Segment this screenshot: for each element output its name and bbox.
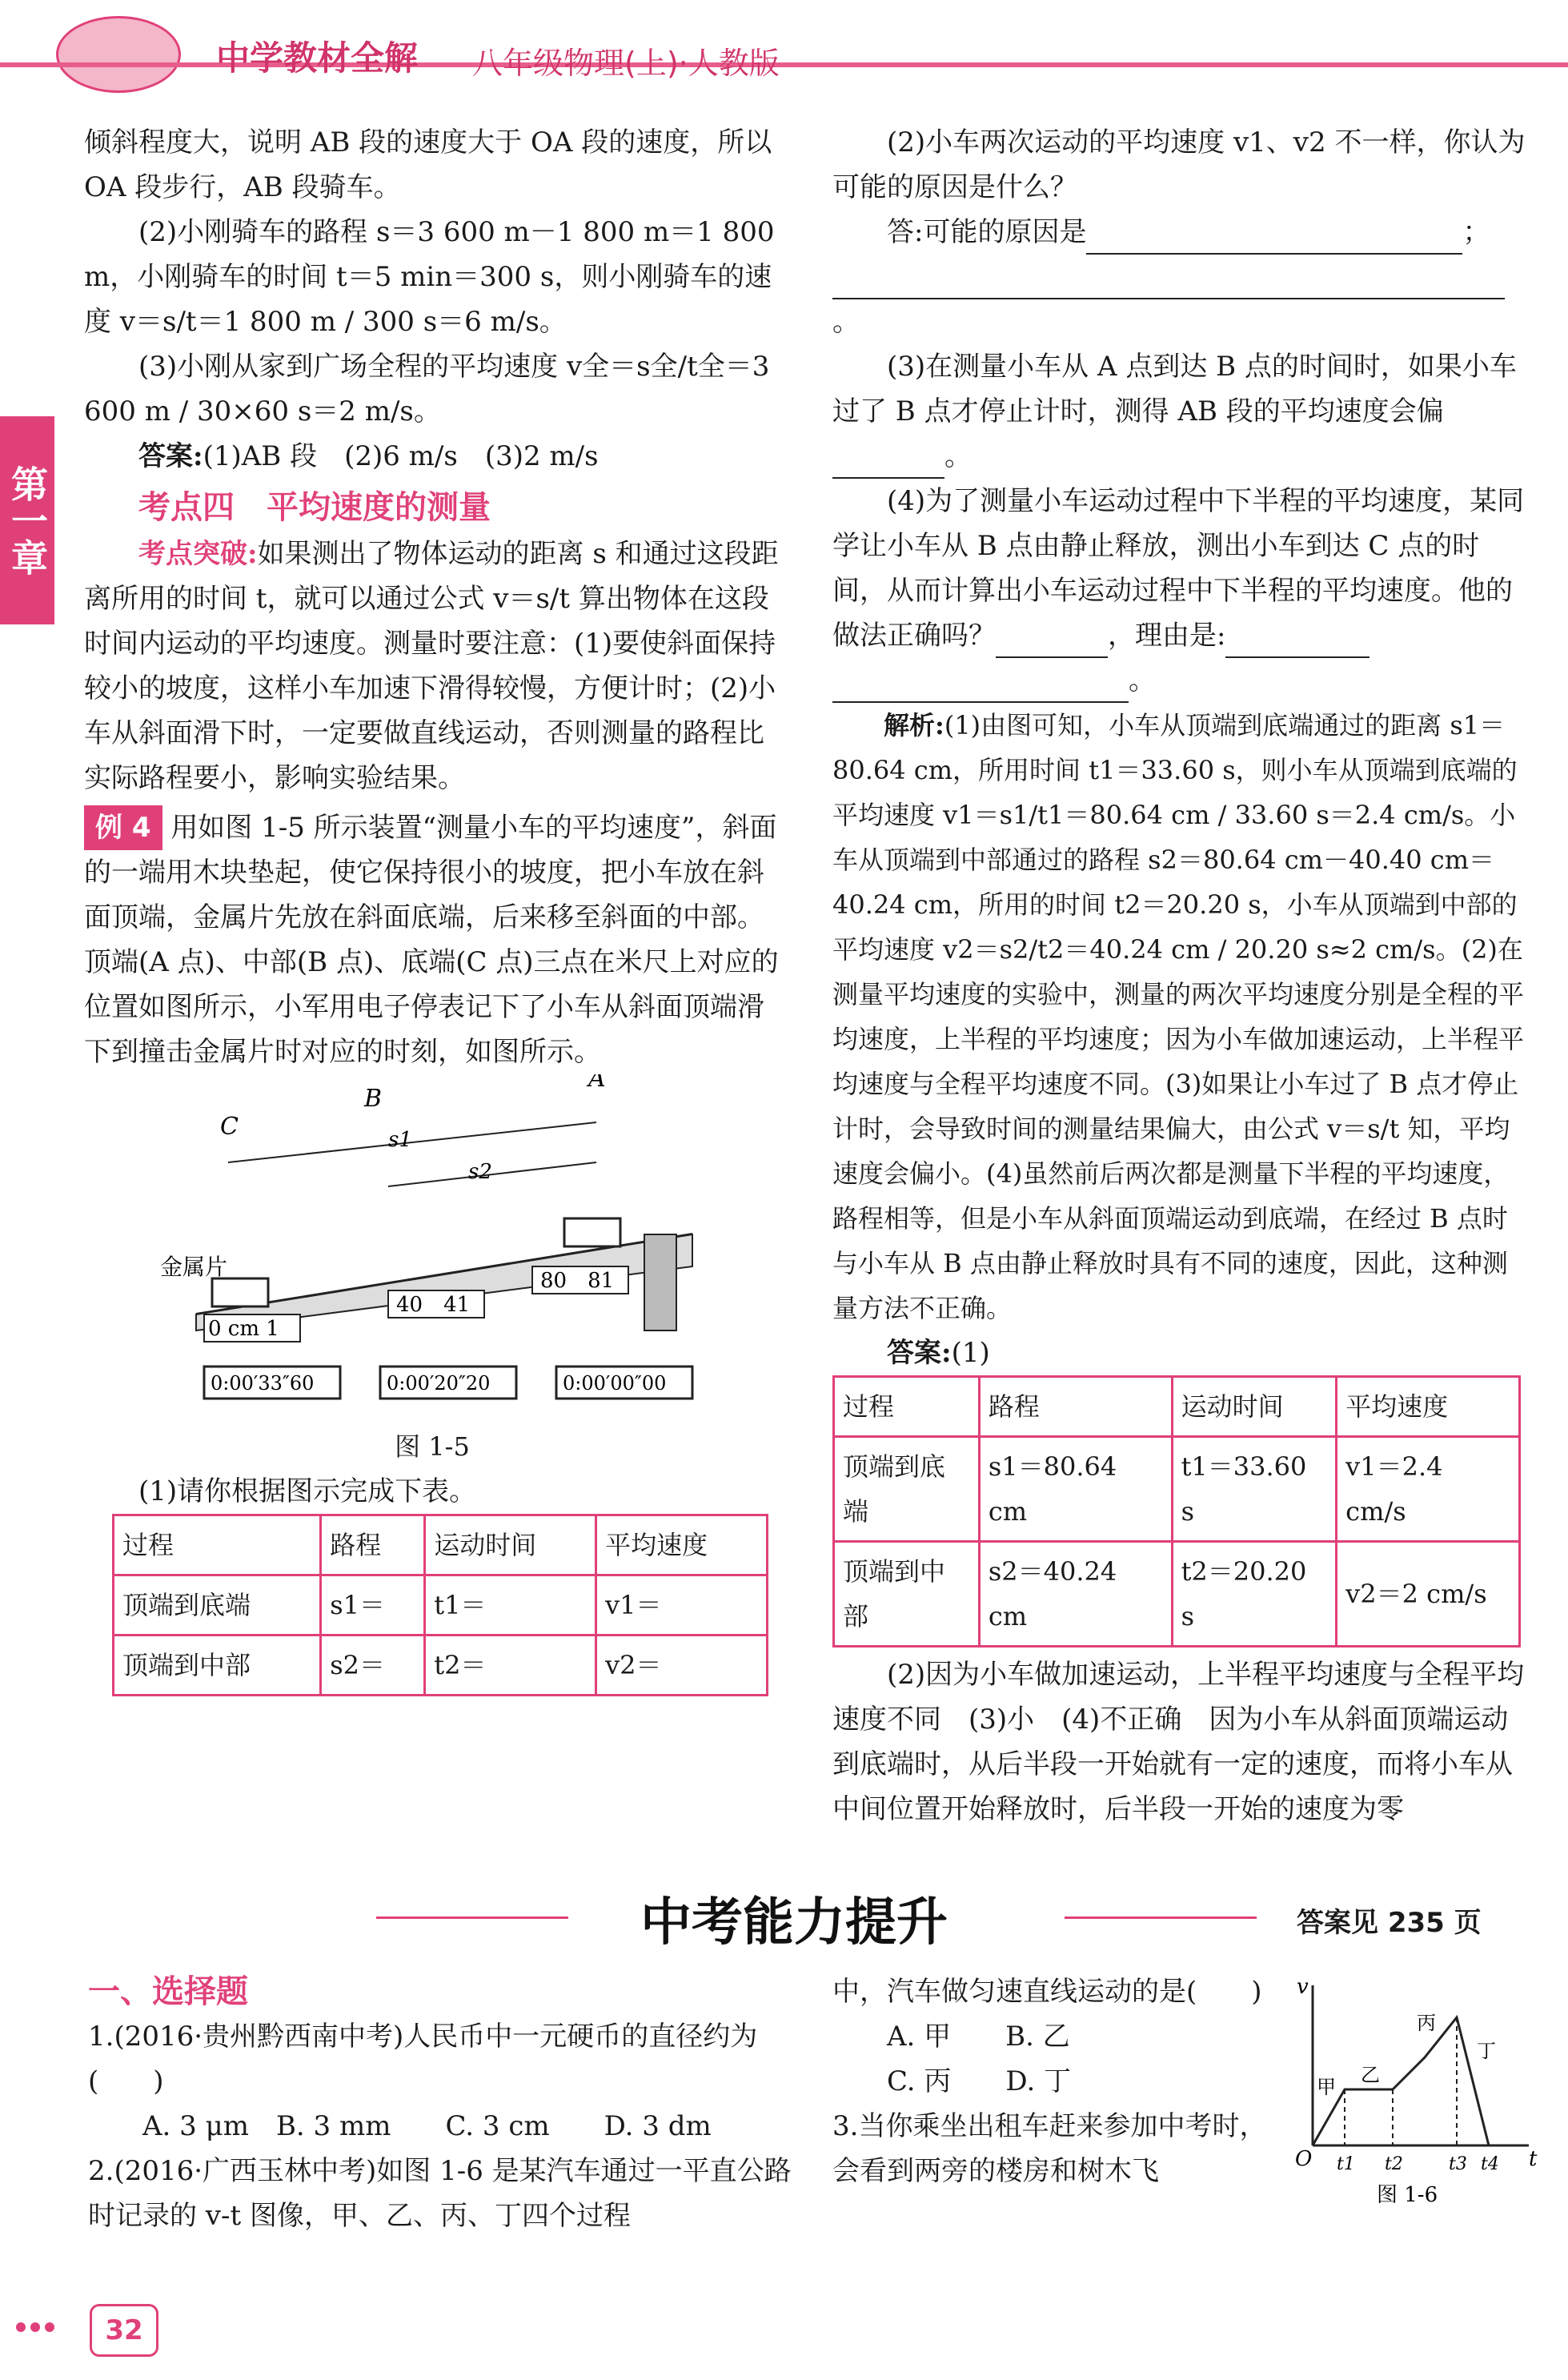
label-s1: s1: [388, 1128, 412, 1152]
exercise-q3: 3.当你乘坐出租车赶来参加中考时，会看到两旁的楼房和树木飞: [832, 2110, 1267, 2187]
vt-graph: [1289, 1969, 1545, 2209]
option-d: D. 丁: [1005, 2065, 1072, 2097]
q4-reason-prompt: ，理由是:: [1108, 620, 1226, 652]
answer-text: (1)AB 段 (2)6 m/s (3)2 m/s: [203, 440, 599, 472]
graph-caption: 图 1-6: [1377, 2183, 1438, 2207]
example-tag: 例 4: [84, 805, 162, 850]
answer-reference: 答案见 235 页: [1297, 1907, 1482, 1939]
table-row: [834, 1437, 1520, 1542]
tip-text: 如果测出了物体运动的距离 s 和通过这段距离所用的时间 t，就可以通过公式 v＝s/t 算出物体在这段时间内运动的平均速度。测量时要注意：(1)要使斜面保持较小的坡度，这样小车加速下滑得较慢，方便计时；(2)小车从斜面滑下时，一定要做直线运动，否则测量的路程比实际路程要小，影响实验结果。: [84, 538, 779, 794]
footer-dots: [16, 2320, 80, 2330]
exercise-q1-options: A. 3 μm B. 3 mm C. 3 cm D. 3 dm: [142, 2110, 712, 2142]
incline-figure: [84, 1074, 780, 1411]
option-a: A. 甲: [887, 2021, 952, 2053]
exercise-q2: 2.(2016·广西玉林中考)如图 1-6 是某汽车通过一平直公路时记录的 v-t 图像，甲、乙、丙、丁四个过程: [88, 2155, 792, 2232]
table-cell: s2＝40.24 cm: [979, 1542, 1172, 1647]
label-C: C: [220, 1113, 239, 1141]
table-cell: t1＝: [425, 1575, 596, 1635]
question-1: (1)请你根据图示完成下表。: [138, 1475, 477, 1507]
label-metal: 金属片: [160, 1254, 228, 1280]
right-column: (2)小车两次运动的平均速度 v1、v2 不一样，你认为可能的原因是什么？ 答:可能的原因是 ； 。 (3)在测量小车从 A 点到达 B 点的时间时，如果小车过了 B 点才停止计时，测得 AB 段的平均速度会偏。 (4)为了测量小车运动过程中下半程的平均速度，某同学让小车从 B 点由静止释放，测出小车到达 C 点的时间，从而计算出小车运动过程中下半程的平均速度。他的做法正确吗？ ，理由是: 。 解析:(1)由图可知，小车从顶端到底端通过的距离 s1＝80.64 cm，所用时间 t1＝33.60 s，则小车从顶端到底端的平均速度 v1＝s1/t1＝80.64 cm / 33.60 s＝2.4 cm/s。小车从顶端到中部通过的路程 s2＝80.64 cm－40.40 cm＝40.24 cm，所用的时间 t2＝20.20 s，小车从顶端到中部的平均速度 v2＝s2/t2＝40.24 cm / 20.20 s≈2 cm/s。(2)在测量平均速度的实验中，测量的两次平均速度分别是全程的平均速度，上半程的平均速度；因为小车做加速运动，上半程平均速度与全程平均速度不同。(3)如果让小车过了 B 点才停止计时，会导致时间的测量结果偏大，由公式 v＝s/t 知，平均速度会偏小。(4)虽然前后两次都是测量下半程的平均速度，路程相等，但是小车从斜面顶端运动到底端，在经过 B 点时与小车从 B 点由静止释放时具有不同的速度，因此，这种测量方法不正确。 答案:(1) 过程 路程 运动时间 平均速度 顶端到底端 s1＝80.64 cm t1＝33.60 s v1＝2.4 cm/s 顶端到中部 s2＝40.24 cm t2＝20.20 s v2＝2 cm/s (2)因为小车做加速运动，上半程平均速度与全程平均速度不同 (3)小 (4)不正确 因为小车从斜面顶端运动到底端时，从后半段一开始就有一定的速度，而将小车从中间位置开始释放时，后半段一开始的速度为零: [832, 120, 1529, 1832]
q2-answer-prompt: 答:可能的原因是: [887, 216, 1087, 248]
exercise-q1: 1.(2016·贵州黔西南中考)人民币中一元硬币的直径约为( ): [88, 2021, 758, 2097]
table-header: 路程: [979, 1377, 1172, 1437]
vt-curve: [1313, 2017, 1489, 2145]
paragraph: (2)小刚骑车的路程 s＝3 600 m－1 800 m＝1 800 m，小刚骑车的时间 t＝5 min＝300 s，则小刚骑车的速度 v＝s/t＝1 800 m / 300 s＝6 m/s。: [84, 216, 775, 338]
s2-arrow: [388, 1162, 596, 1186]
table-cell: t2＝20.20 s: [1172, 1542, 1337, 1647]
table-cell: 顶端到底端: [834, 1437, 980, 1542]
section-band: [0, 1881, 1568, 1953]
answer-blank: [832, 298, 1505, 299]
option-b: B. 乙: [1005, 2021, 1070, 2053]
tip-label: 考点突破:: [138, 538, 258, 570]
book-subtitle: 八年级物理(上)·人教版: [472, 46, 780, 81]
blank-table: [112, 1514, 768, 1696]
paragraph: 倾斜程度大，说明 AB 段的速度大于 OA 段的速度，所以 OA 段步行，AB 段骑车。: [84, 126, 772, 203]
page-number: 32: [90, 2304, 158, 2357]
table-header: 过程: [114, 1515, 321, 1575]
page-header: [0, 0, 1568, 96]
exercise-q2-cont: 中，汽车做匀速直线运动的是( ): [832, 1976, 1262, 2008]
table-header: 运动时间: [1172, 1377, 1337, 1437]
label-bing: 丙: [1417, 2012, 1436, 2034]
table-header: 平均速度: [1337, 1377, 1520, 1437]
label-t4: t4: [1481, 2154, 1499, 2174]
timer-C-text: 0:00′33″60: [211, 1372, 315, 1395]
label-t: t: [1529, 2147, 1538, 2171]
answer-table: [832, 1375, 1521, 1648]
table-cell: s1＝80.64 cm: [979, 1437, 1172, 1542]
answer-label: 答案:: [887, 1337, 952, 1369]
exercise-right: [832, 1969, 1281, 2193]
table-row: [114, 1635, 768, 1696]
question-3: (3)在测量小车从 A 点到达 B 点的时间时，如果小车过了 B 点才停止计时，测得 AB 段的平均速度会偏: [832, 351, 1517, 427]
exercise-left: [88, 1969, 792, 2238]
cart-A: [564, 1218, 620, 1246]
left-column: [84, 120, 780, 1696]
analysis-label: 解析:: [884, 710, 944, 740]
table-header: 过程: [834, 1377, 980, 1437]
label-A: A: [588, 1074, 606, 1093]
timer-B-text: 0:00′20″20: [387, 1372, 491, 1395]
example-text: 用如图 1-5 所示装置“测量小车的平均速度”，斜面的一端用木块垫起，使它保持很小的坡度，把小车放在斜面顶端，金属片先放在斜面底端，后来移至斜面的中部。顶端(A 点)、中部(B 点)、底端(C 点)三点在米尺上对应的位置如图所示，小军用电子停表记下了小车从斜面顶端滑下到撞击金属片时对应的时刻，如图所示。: [84, 812, 779, 1068]
label-s2: s2: [468, 1160, 492, 1184]
table-header: 运动时间: [425, 1515, 596, 1575]
table-cell: t2＝: [425, 1635, 596, 1696]
table-cell: t1＝33.60 s: [1172, 1437, 1337, 1542]
question-4: (4)为了测量小车运动过程中下半程的平均速度，某同学让小车从 B 点由静止释放，测出小车到达 C 点的时间，从而计算出小车运动过程中下半程的平均速度。他的做法正确吗？: [832, 485, 1525, 652]
label-o: O: [1295, 2147, 1313, 2171]
s1-arrow: [228, 1122, 596, 1162]
book-logo-icon: [56, 16, 181, 93]
table-cell: v2＝: [596, 1635, 768, 1696]
figure-caption: 图 1-5: [395, 1431, 470, 1462]
table-cell: s1＝: [321, 1575, 425, 1635]
answer-label: 答案:: [138, 440, 203, 472]
option-c: C. 丙: [887, 2065, 952, 2097]
label-jia: 甲: [1317, 2076, 1336, 2098]
table-header: 路程: [321, 1515, 425, 1575]
cart-C: [212, 1278, 268, 1306]
ruler-label-0: 0 cm 1: [208, 1317, 279, 1341]
label-t1: t1: [1337, 2154, 1355, 2174]
exercise-section-title: 一、选择题: [88, 1973, 248, 2010]
label-yi: 乙: [1361, 2064, 1380, 2086]
band-divider: [1065, 1916, 1257, 1919]
question-2: (2)小车两次运动的平均速度 v1、v2 不一样，你认为可能的原因是什么？: [832, 126, 1526, 203]
label-B: B: [364, 1085, 383, 1113]
answer-part-1: (1): [951, 1337, 990, 1369]
answer-rest: (2)因为小车做加速运动，上半程平均速度与全程平均速度不同 (3)小 (4)不正确 因为小车从斜面顶端运动到底端时，从后半段一开始就有一定的速度，而将小车从中间位置开始释放时，后半段一开始的速度为零: [832, 1659, 1525, 1825]
ruler-label-80: 80 81: [540, 1269, 615, 1293]
table-cell: v1＝2.4 cm/s: [1337, 1437, 1520, 1542]
label-t2: t2: [1385, 2154, 1403, 2174]
table-row: [834, 1542, 1520, 1647]
series-title: 中学教材全解: [216, 38, 419, 78]
chapter-tab: 第一章: [0, 416, 54, 624]
page-footer: [0, 2290, 1568, 2370]
table-cell: v2＝2 cm/s: [1337, 1542, 1520, 1647]
support-block: [644, 1234, 676, 1330]
label-ding: 丁: [1477, 2040, 1496, 2062]
table-cell: 顶端到中部: [834, 1542, 980, 1647]
table-cell: v1＝: [596, 1575, 768, 1635]
table-cell: 顶端到底端: [114, 1575, 321, 1635]
table-cell: 顶端到中部: [114, 1635, 321, 1696]
table-header-row: [114, 1515, 768, 1575]
section-title: 考点四 平均速度的测量: [138, 489, 491, 526]
band-title: 中考能力提升: [640, 1893, 948, 1953]
analysis-text: (1)由图可知，小车从顶端到底端通过的距离 s1＝80.64 cm，所用时间 t1＝33.60 s，则小车从顶端到底端的平均速度 v1＝s1/t1＝80.64 cm / 33.60 s＝2.4 cm/s。小车从顶端到中部通过的路程 s2＝80.64 cm－40.40 cm＝40.24 cm，所用的时间 t2＝20.20 s，小车从顶端到中部的平均速度 v2＝s2/t2＝40.24 cm / 20.20 s≈2 cm/s。(2)在测量平均速度的实验中，测量的两次平均速度分别是全程的平均速度，上半程的平均速度；因为小车做加速运动，上半程平均速度与全程平均速度不同。(3)如果让小车过了 B 点才停止计时，会导致时间的测量结果偏大，由公式 v＝s/t 知，平均速度会偏小。(4)虽然前后两次都是测量下半程的平均速度，路程相等，但是小车从斜面顶端运动到底端，在经过 B 点时与小车从 B 点由静止释放时具有不同的速度，因此，这种测量方法不正确。: [832, 710, 1525, 1323]
table-cell: s2＝: [321, 1635, 425, 1696]
band-divider: [376, 1916, 568, 1919]
timer-A-text: 0:00′00″00: [563, 1372, 667, 1395]
paragraph: (3)小刚从家到广场全程的平均速度 v全＝s全/t全＝3 600 m / 30×60 s＝2 m/s。: [84, 351, 770, 427]
table-header: 平均速度: [596, 1515, 768, 1575]
label-v: v: [1297, 1975, 1309, 1999]
table-row: [114, 1575, 768, 1635]
label-t3: t3: [1449, 2154, 1467, 2174]
table-header-row: [834, 1377, 1520, 1437]
ruler-label-40: 40 41: [396, 1293, 471, 1317]
answer-blank: [1225, 656, 1369, 658]
